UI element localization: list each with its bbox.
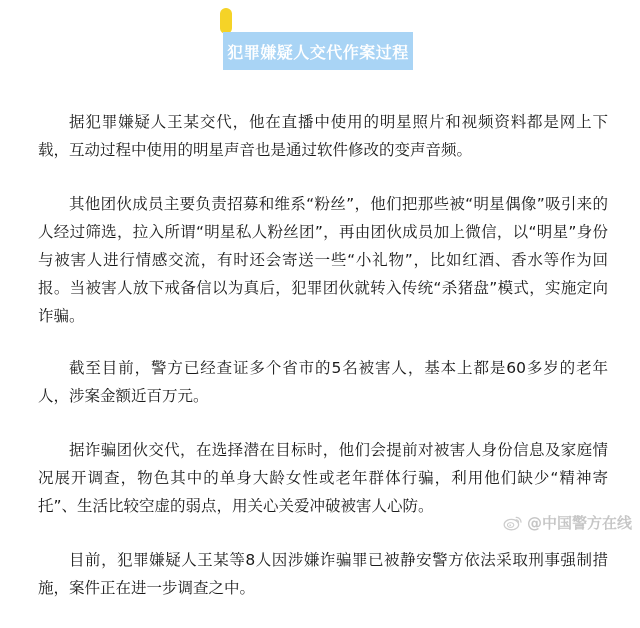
weibo-watermark	[503, 512, 632, 533]
paragraph-gang-members: 其他团伙成员主要负责招募和维系“粉丝”，他们把那些被“明星偶像”吸引来的人经过筛选，拉入所谓“明星私人粉丝团”，再由团伙成员加上微信，以“明星”身份与被害人进行情感交流，有时还会寄送一些“小礼物”，比如红酒、香水等作为回报。当被害人放下戒备信以为真后，犯罪团伙就转入传统“杀猪盘”模式，实施定向诈骗。	[38, 195, 608, 325]
weibo-icon	[503, 515, 523, 531]
article-body	[38, 108, 608, 628]
paragraph-victims: 截至目前，警方已经查证多个省市的5名被害人，基本上都是60多岁的老年人，涉案金额近百万元。	[38, 359, 608, 405]
title-accent-dot	[220, 8, 232, 34]
paragraph-confession: 据犯罪嫌疑人王某交代，他在直播中使用的明星照片和视频资料都是网上下载，互动过程中使用的明星声音也是通过软件修改的变声音频。	[38, 113, 608, 159]
watermark-text: @中国警方在线	[526, 514, 632, 532]
article-title: 犯罪嫌疑人交代作案过程	[227, 42, 409, 62]
paragraph-status: 目前，犯罪嫌疑人王某等8人因涉嫌诈骗罪已被静安警方依法采取刑事强制措施，案件正在进一步调查之中。	[38, 551, 608, 597]
title-header	[0, 8, 640, 68]
paragraph-targets: 据诈骗团伙交代，在选择潜在目标时，他们会提前对被害人身份信息及家庭情况展开调查，物色其中的单身大龄女性或老年群体行骗，利用他们缺少“精神寄托”、生活比较空虚的弱点，用关心关爱冲破被害人心防。	[38, 441, 608, 515]
title-banner	[223, 32, 413, 70]
